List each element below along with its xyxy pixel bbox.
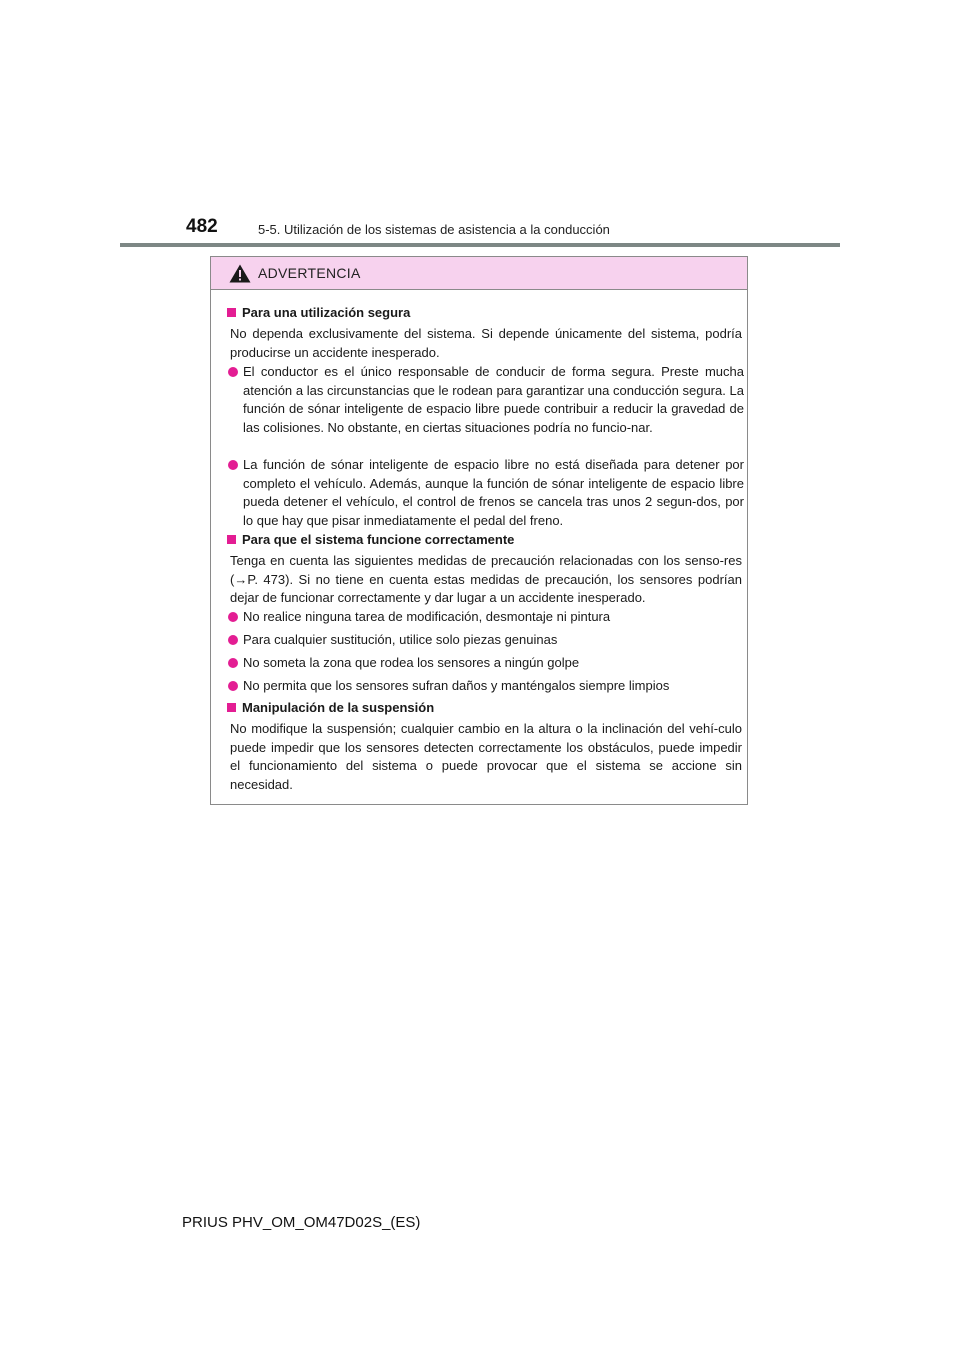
section-paragraph: No modifique la suspensión; cualquier cambio en la altura o la inclinación del vehí-culo puede impedir que los sensores detecten correctamente los obstáculos, puede impedir el funcionamiento del sistema o puede provocar que el sistema se accione sin necesidad. <box>230 721 742 792</box>
bullet-text: No someta la zona que rodea los sensores a ningún golpe <box>243 655 580 670</box>
section-heading <box>227 305 410 320</box>
warning-box <box>210 256 748 805</box>
bullet-item <box>228 363 744 437</box>
section-heading-text: Para una utilización segura <box>242 305 411 320</box>
bullet-text: El conductor es el único responsable de conducir de forma segura. Preste mucha atención a las circunstancias que le rodean para garantizar una conducción segura. La función de sónar inteligente de espacio libre puede contribuir a reducir la gravedad de las colisiones. No obstante, en ciertas situaciones podría no funcio-nar. <box>243 364 744 435</box>
header-rule <box>120 243 840 247</box>
section-heading <box>227 700 434 715</box>
section-paragraph: Tenga en cuenta las siguientes medidas de precaución relacionadas con los senso-res (→P. 473). Si no tiene en cuenta estas medidas de precaución, los sensores podrían dejar de funcionar correctamente y dar lugar a un accidente inesperado. <box>230 553 742 605</box>
bullet-text: No realice ninguna tarea de modificación, desmontaje ni pintura <box>243 609 611 624</box>
square-bullet-icon <box>227 535 236 544</box>
bullet-text: Para cualquier sustitución, utilice solo piezas genuinas <box>243 632 558 647</box>
section-title: 5-5. Utilización de los sistemas de asistencia a la conducción <box>258 222 610 237</box>
document-code: PRIUS PHV_OM_OM47D02S_(ES) <box>182 1214 421 1231</box>
warning-header <box>211 257 747 290</box>
section-heading-text: Manipulación de la suspensión <box>242 700 435 715</box>
round-bullet-icon <box>228 635 238 645</box>
section-heading <box>227 532 514 547</box>
bullet-item <box>228 631 744 650</box>
bullet-item <box>228 608 744 627</box>
round-bullet-icon <box>228 658 238 668</box>
bullet-item <box>228 654 744 673</box>
square-bullet-icon <box>227 308 236 317</box>
bullet-item <box>228 677 744 696</box>
section-heading-text: Para que el sistema funcione correctamente <box>242 532 515 547</box>
bullet-text: La función de sónar inteligente de espacio libre no está diseñada para detener por completo el vehículo. Además, aunque la función de sónar inteligente de espacio libre pueda detener el vehículo, el control de frenos se cancela tras unos 2 segun-dos, por lo que hay que pisar inmediatamente el pedal del freno. <box>243 457 744 528</box>
warning-triangle-icon <box>229 264 251 283</box>
square-bullet-icon <box>227 703 236 712</box>
round-bullet-icon <box>228 681 238 691</box>
warning-title: ADVERTENCIA <box>258 265 361 281</box>
page-number: 482 <box>186 216 218 237</box>
round-bullet-icon <box>228 612 238 622</box>
bullet-text: No permita que los sensores sufran daños y manténgalos siempre limpios <box>243 678 670 693</box>
round-bullet-icon <box>228 460 238 470</box>
section-paragraph: No dependa exclusivamente del sistema. Si depende únicamente del sistema, podría producirse un accidente inesperado. <box>230 326 742 360</box>
round-bullet-icon <box>228 367 238 377</box>
bullet-item <box>228 456 744 530</box>
